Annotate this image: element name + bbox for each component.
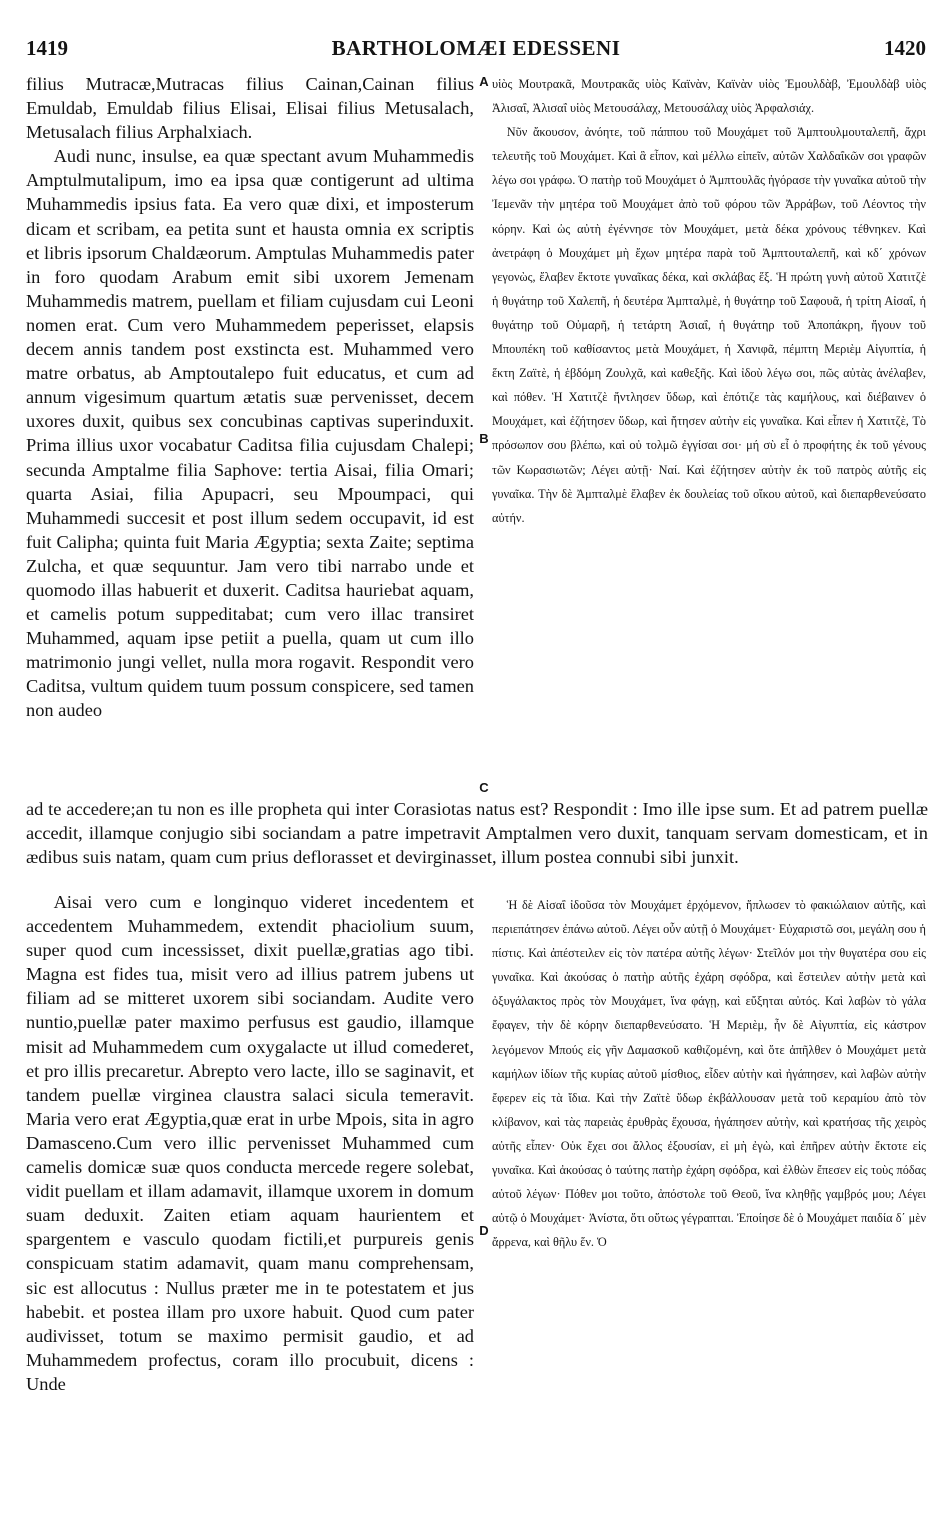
greek-paragraph: υἱὸς Μουτρακᾶ, Μουτρακᾶς υἱὸς Καϊνὰν, Καϊνὰν υἱὸς Ἐμουλδὰβ, Ἐμουλδὰβ υἱὸς Ἀλισαΐ, Ἀλισαΐ υἱὸς Μετουσάλαχ, Μετουσάλαχ υἱὸς Ἀρφαλσιάχ. — [492, 77, 926, 116]
latin-paragraph: ad te accedere;an tu non es ille propheta qui inter Corasiotas natus est? Respondit : Imo ille ipse sum. Et ad patrem puellæ accedit, illamque conjugio sibi sociandam a patre impetravit Amptalmen vero duxit, tanquam servam domesticam, et in ædibus suis natam, quam cum prius deflorasset et devirginasset, illum postea connubi sibi junxit. — [26, 799, 928, 868]
margin-letter-d: D — [479, 1223, 489, 1238]
greek-column-top — [492, 72, 926, 822]
page-number-left: 1419 — [26, 36, 68, 60]
greek-paragraph: Νῦν ἄκουσον, ἀνόητε, τοῦ πάππου τοῦ Μουχάμετ τοῦ Ἀμπτουλμουταλεπῆ, ἄχρι τελευτῆς τοῦ Μουχάμετ. Καὶ ἃ εἶπον, καὶ μέλλω εἰπεῖν, αὐτῶν Χαλδαΐκῶν σοι γραφῶν λέγω σοι γράφω. Ὁ πατὴρ τοῦ Μουχάμετ ὁ Ἀμπτουλᾶς ἠγόρασε τὴν γυναῖκα αὐτοῦ τὴν Ἰεμενᾶν τὴν μητέρα τοῦ Μουχάμετ ἀπὸ τοῦ φόρου τῶν Ἀρράβων, τοῦ Λέοντος τὴν κόρην. Καὶ ὡς αὐτὴ ἐγέννησε τὸν Μουχάμετ, μετὰ δέκα χρόνους τέθνηκεν. Καὶ ἀνετράφη ὁ Μουχάμετ μὴ ἔχων μητέρα παρὰ τοῦ Ἀμπτουταλεπῆ, καὶ κδ΄ χρόνων γεγονὼς, ἔλαβεν ἔκτοτε γυναῖκας δέκα, καὶ σκλάβας ἕξ. Ἡ πρώτη γυνὴ αὐτοῦ Χατιτζὲ ἡ θυγάτηρ τοῦ Χαλεπῆ, ἡ δευτέρα Ἀμπταλμὲ, ἡ θυγάτηρ τοῦ Σαφουᾶ, ἡ τρίτη Αἰσαΐ, ἡ θυγάτηρ τοῦ Οὐμαρῆ, ἡ τετάρτη Ἀσιαΐ, ἡ θυγάτηρ τοῦ Ἀποπάκρη, ἤγουν τοῦ Μπουπέκη τοῦ καθίσαντος μετὰ Μουχάμετ, ἡ Χανιφᾶ, πέμπτη Μεριὲμ Αἰγυπτία, ἡ ἕκτη Ζαϊτὲ, ἡ ἑβδόμη Ζουλχᾶ, καὶ καθεξῆς. Καὶ ἰδοὺ λέγω σοι, πῶς αὐτὰς ἀνέλαβεν, καὶ πόθεν. Ἡ Χατιτζὲ ἤντλησεν ὕδωρ, καὶ ἐπότιζε τὰς καμήλους, καὶ διέβαινεν ὁ Μουχάμετ, καὶ ἐζήτησεν ὕδωρ, καὶ ἤτησεν αὐτὴν εἰς γυναῖκα. Καὶ εἶπεν ἡ Χατιτζὲ, Τὸ πρόσωπον σου βλέπω, καὶ οὐ τολμῶ ἐγγίσαι σοι· μή σὺ εἶ ὁ προφήτης ἐκ τοῦ γένους τῶν Κωρασιωτῶν; Λέγει αὐτῇ· Ναί. Καὶ ἐζήτησεν αὐτὴν ἐκ τοῦ πατρὸς αὐτῆς εἰς γυναῖκα. Τὴν δὲ Ἀμπταλμὲ ἔλαβεν ἐκ δουλείας τοῦ οἴκου αὐτοῦ, καὶ διεπαρθενεύσατο αὐτήν. — [492, 125, 926, 525]
page-number-right: 1420 — [884, 36, 926, 60]
page-header — [26, 36, 926, 64]
latin-column-top — [26, 72, 474, 798]
greek-paragraph: Ἡ δὲ Αἰσαΐ ἰδοῦσα τὸν Μουχάμετ ἐρχόμενον, ἥπλωσεν τὸ φακιώλαιον αὐτῆς, καὶ περιεπάτησεν ἐπάνω αὐτοῦ. Λέγει οὖν αὐτῇ ὁ Μουχάμετ· Εὐχαριστῶ σοι, μεγάλη σου ἡ πίστις. Καὶ ἀπέστειλεν εἰς τὸν πατέρα αὐτῆς λέγων· Στεῖλόν μοι τὴν θυγατέρα σου εἰς γυναῖκα. Καὶ ἀκούσας ὁ πατὴρ αὐτῆς ἐχάρη σφόδρα, καὶ ἔστειλεν αὐτὴν μετὰ καὶ ὀξυγάλακτος πρὸς τὸν Μουχάμετ, ἵνα φάγῃ, καὶ εὔξηται αὐτός. Καὶ λαβὼν τὸ γάλα ἔφαγεν, τὴν δὲ κόρην διεπαρθενεύσατο. Ἡ Μεριὲμ, ἦν δὲ Αἰγυπτία, εἰς κάστρον λεγόμενον Μπούς εἰς γῆν Δαμασκοῦ καθιζομένη, καὶ ὅτε ἀπῆλθεν ὁ Μουχάμετ μετὰ καμήλων ἰδίων τῆς κυρίας αὐτοῦ μίσθιος, εἶδεν αὐτὴν καὶ ἠγάπησεν, καὶ λαβὼν αὐτὴν ἔφερεν εἰς τὰ ἴδια. Καὶ τὴν Ζαϊτὲ ὕδωρ ἐκβάλλουσαν μετὰ τοῦ κεραμίου ἀπὸ τὸν κλίβανον, καὶ τὰς παρειὰς ἐρυθρὰς ἔχουσα, ἠγάπησεν αὐτὴν, καὶ κρατήσας τῆς χειρὸς αὐτῆς εἶπεν· Οὐκ ἔχει σοι ἄλλος ἐξουσίαν, εἰ μὴ ἐγὼ, καὶ ἐπῆρεν αὐτὴν ἔκτοτε εἰς γυναῖκα. Καὶ ἀκούσας ὁ ταύτης πατὴρ ἐχάρη σφόδρα, καὶ ἐλθὼν ἔπεσεν εἰς τοὺς πόδας αὐτοῦ λέγων· Πόθεν μοι τοῦτο, ἀπόστολε τοῦ Θεοῦ, ἵνα κληθῇς γαμβρός μου; Λέγει αὐτῷ ὁ Μουχάμετ· Ἀνίστα, ὅτι οὕτως γέγραπται. Ἐποίησε δὲ ὁ Μουχάμετ παιδία δ΄ μὲν ἄρρενα, καὶ θῆλυ ἕν. Ὁ — [492, 898, 926, 1250]
latin-paragraph: Aisai vero cum e longinquo videret incedentem et accedentem Muhammedem, extendit phaciolium suum, super quod cum incessisset, dixit puellæ,gratias ago tibi. Magna est fides tua, misit vero ad illius patrem jubens ut filiam ad se mitteret uxorem sibi sociandam. Audite vero nuntio,puellæ pater maximo perfusus est gaudio, illamque misit ad Muhammedem cum oxygalacte ut illud comederet, et pro illis precaretur. Abrepto vero lacte, illo se saginavit, et tandem puellæ virginea claustra salaci sicula temeravit. Maria vero erat Ægyptia,quæ erat in urbe Mpois, sita in agro Damasceno.Cum vero illic pervenisset Muhammed cum camelis domicæ suæ quos conducta mercede regere solebat, vidit puellam et illam adamavit, illamque uxorem in domum suam deduxit. Zaiten etiam aquam haurientem et spargentem e vasculo quodam fictili,et purpureis genis conspicuam statim adamavit, quam manu comprehensam, sic est allocutus : Nullus præter me in te potestatem et jus habebit. et postea illam pro uxore habuit. Quod cum pater audivisset, totum se maximo permisit gaudio, et ad Muhammedem profectus, coram illo procubuit, dicens : Unde — [26, 892, 474, 1394]
latin-paragraph: filius Mutracæ,Mutracas filius Cainan,Cainan filius Emuldab, Emuldab filius Elisai, Elisai filius Metusalach, Metusalach filius Arphalxiach. — [26, 74, 474, 143]
greek-column-bottom — [492, 893, 926, 1513]
running-title: BARTHOLOMÆI EDESSENI — [331, 36, 621, 60]
latin-column-bottom — [26, 890, 474, 1510]
latin-paragraph: Audi nunc, insulse, ea quæ spectant avum Muhammedis Amptulmutalipum, imo ea ipsa quæ contigerunt ad ultima Muhammedis ipsius fata. Ea vero quæ dixi, et imposterum dicam et scribam, ea petita sunt et hausta omnia ex scriptis et libris ipsorum Chaldæorum. Amptulas Muhammedis pater in foro quodam Arabum emit sibi uxorem Jemenam Muhammedis matrem, puellam et filiam cujusdam cui Leoni nomen erat. Cum vero Muhammedem peperisset, elapsis decem annis tandem post exstincta est. Muhammed vero matre orbatus, ab Amptoutalepo fuit educatus, et cum ad annum vigesimum quartum ætatis suæ pervenisset, decem uxores duxit, quibus sex concubinas captivas superinduxit. Prima illius uxor vocabatur Caditsa filia cujusdam Chalepi; secunda Amptalme filia Saphove: tertia Aisai, filia Omari; quarta Asiai, filia Apupacri, seu Mpoumpaci, qui Muhammedi succesit et post illum sedem occupavit, id est fuit Calipha; quinta fuit Maria Ægyptia; sexta Zaite; septima Zulcha, et quæ sequuntur. Jam vero tibi narrabo unde et quomodo illas habuerit et duxerit. Caditsa hauriebat aquam, et camelis potum suppeditabat; cum vero illac transiret Muhammed, aquam ipse petiit a puella, quam ut cum illo matrimonio jungi vellet, nulla mora rogavit. Respondit vero Caditsa, vultum quidem tuum possum conspicere, sed tamen non audeo — [26, 146, 474, 721]
margin-letter-a: A — [479, 74, 489, 89]
margin-letter-b: B — [479, 431, 489, 446]
latin-fullwidth-text — [26, 797, 928, 897]
margin-letter-c: C — [479, 780, 489, 795]
